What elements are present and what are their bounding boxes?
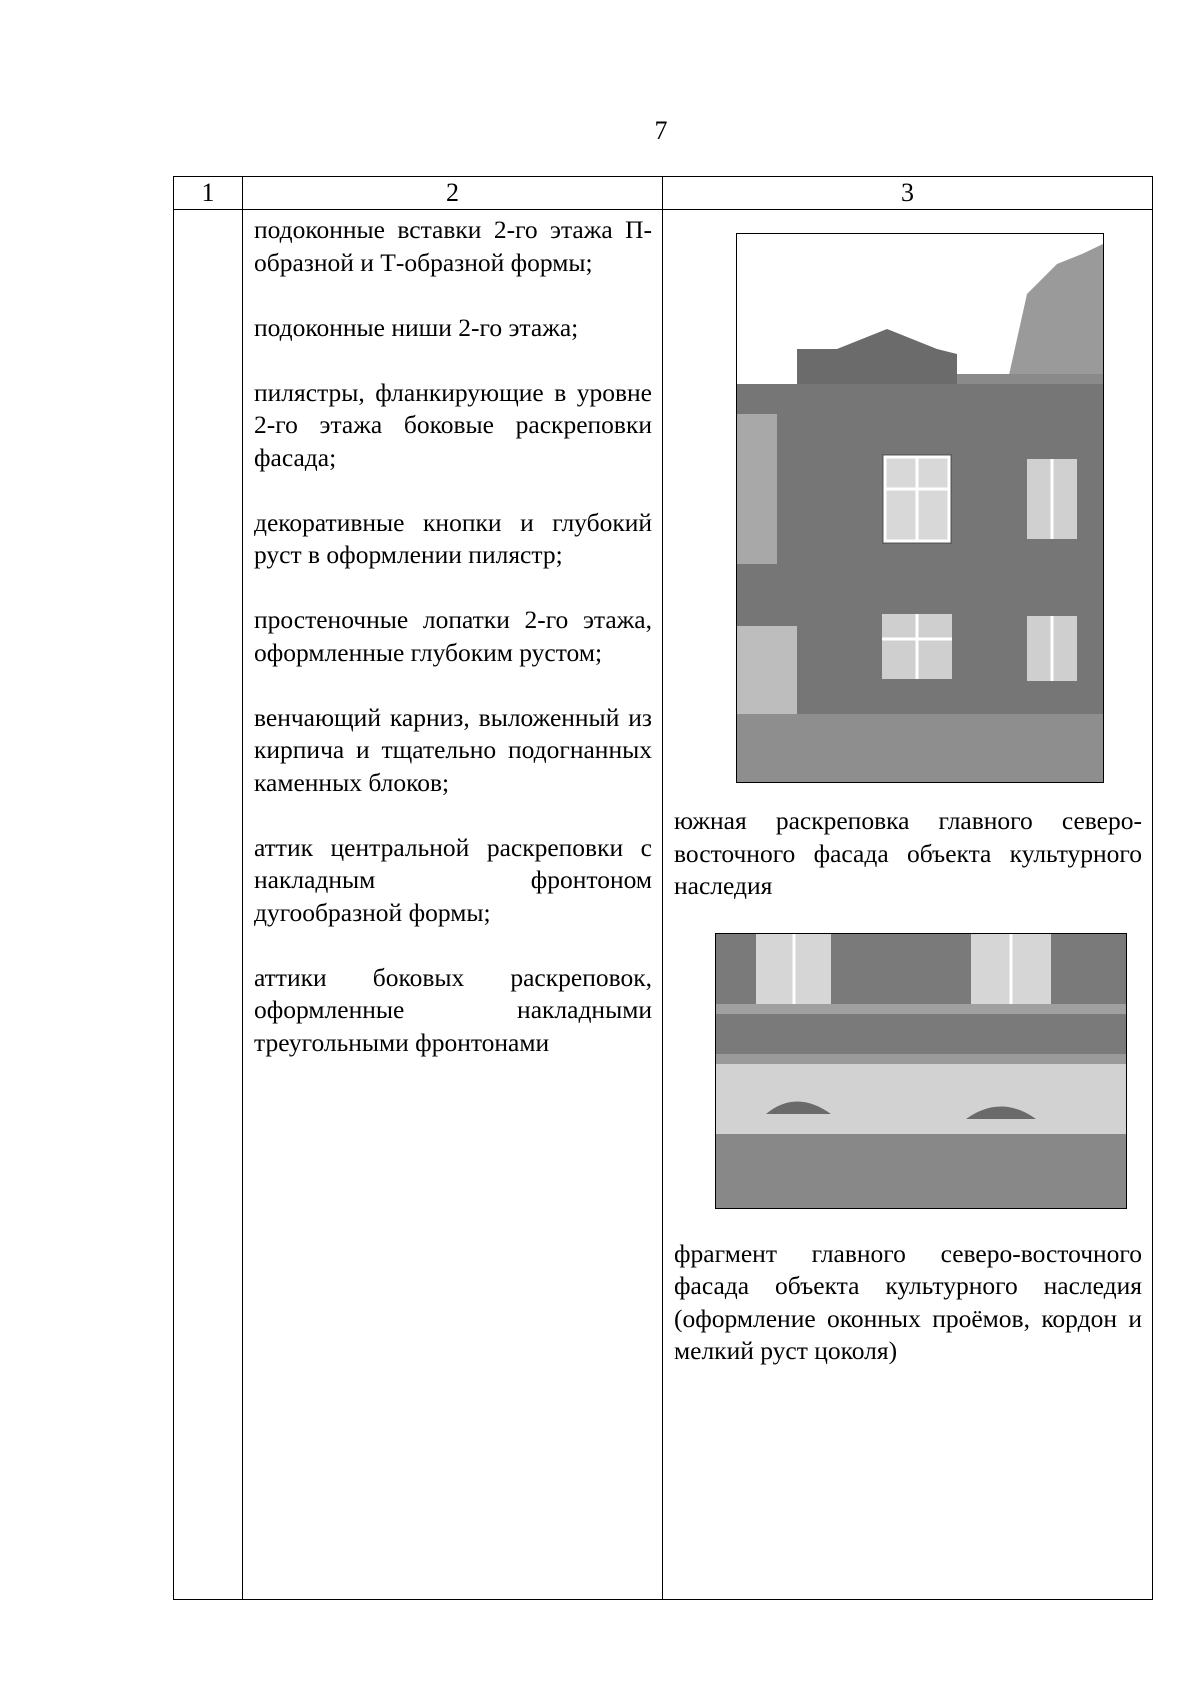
header-col-3: 3 (663, 177, 1153, 210)
list-item: венчающий карниз, выложенный из кирпича и тщательно подогнанных каменных блоков; (254, 702, 652, 797)
list-item: подоконные ниши 2-го этажа; (254, 312, 579, 342)
list-item: пилястры, фланкирующие в уровне 2-го этажа боковые раскреповки фасада; (254, 377, 652, 472)
list-item: аттик центральной раскреповки с накладным фронтоном дугообразной формы; (254, 832, 652, 927)
table-row (174, 210, 1153, 1600)
cell-col-3 (663, 210, 1153, 1600)
header-col-2: 2 (243, 177, 663, 210)
photo-column (663, 233, 1152, 1368)
facade-fragment-photo (715, 933, 1127, 1209)
list-item: декоративные кнопки и глубокий руст в оформлении пилястр; (254, 507, 652, 569)
cell-col-2 (243, 210, 663, 1600)
table-header-row (174, 177, 1153, 210)
list-item: аттики боковых раскреповок, оформленные накладными треугольными фронтонами (254, 962, 652, 1057)
page-number: 7 (654, 116, 668, 145)
facade-south-photo (736, 233, 1104, 783)
list-item: простеночные лопатки 2-го этажа, оформленные глубоким рустом; (254, 605, 652, 667)
document-table (173, 176, 1153, 1600)
header-col-1: 1 (174, 177, 243, 210)
photo-caption-2: фрагмент главного северо-восточного фасада объекта культурного наследия (оформление оконных проёмов, кордон и мелкий руст цоколя) (674, 1238, 1142, 1365)
features-list (243, 210, 662, 1059)
cell-col-1 (174, 210, 243, 1600)
list-item: подоконные вставки 2-го этажа П-образной и Т-образной формы; (254, 215, 652, 277)
photo-caption-1: южная раскреповка главного северо-восточного фасада объекта культурного наследия (674, 806, 1142, 900)
